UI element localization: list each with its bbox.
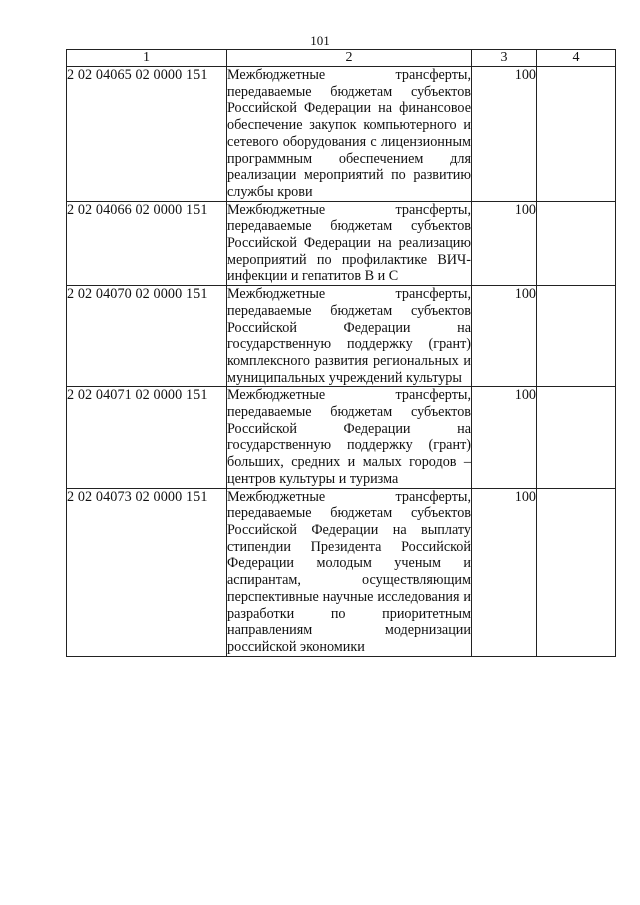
header-row <box>67 50 616 67</box>
page-number: 101 <box>310 33 330 48</box>
table-body <box>67 67 616 657</box>
table-row <box>67 201 616 286</box>
value: 100 <box>472 201 537 286</box>
description: Межбюджетные трансферты, передаваемые бюджетам субъектов Российской Федерации на выплату стипендии Президента Российской Федерации молодым ученым и аспирантам, осуществляющим перспективные научные исследования и разработки по приоритетным направлениям модернизации российской экономики <box>227 488 471 655</box>
description: Межбюджетные трансферты, передаваемые бюджетам субъектов Российской Федерации на финансовое обеспечение закупок компьютерного и сетевого оборудования с лицензионным программным обеспечением для реализации мероприятий по развитию службы крови <box>227 67 471 200</box>
column-header-1: 1 <box>67 50 227 67</box>
budget-code: 2 02 04065 02 0000 151 <box>67 67 227 202</box>
column-header-2: 2 <box>227 50 472 67</box>
value: 100 <box>472 67 537 202</box>
description: Межбюджетные трансферты, передаваемые бюджетам субъектов Российской Федерации на реализацию мероприятий по профилактике ВИЧ-инфекции и гепатитов B и C <box>227 201 471 285</box>
table-header <box>67 50 616 67</box>
column-4-cell <box>537 67 616 202</box>
budget-table <box>66 49 616 657</box>
column-4-cell <box>537 286 616 387</box>
table-row <box>67 67 616 202</box>
budget-code: 2 02 04071 02 0000 151 <box>67 387 227 488</box>
column-header-4: 4 <box>537 50 616 67</box>
column-4-cell <box>537 201 616 286</box>
value: 100 <box>472 286 537 387</box>
budget-code: 2 02 04070 02 0000 151 <box>67 286 227 387</box>
value: 100 <box>472 387 537 488</box>
description: Межбюджетные трансферты, передаваемые бюджетам субъектов Российской Федерации на государственную поддержку (грант) больших, средних и малых городов – центров культуры и туризма <box>227 387 471 487</box>
column-header-3: 3 <box>472 50 537 67</box>
budget-code: 2 02 04066 02 0000 151 <box>67 201 227 286</box>
budget-code: 2 02 04073 02 0000 151 <box>67 488 227 656</box>
table-row <box>67 387 616 488</box>
value: 100 <box>472 488 537 656</box>
table-row <box>67 286 616 387</box>
table-row <box>67 488 616 656</box>
column-4-cell <box>537 488 616 656</box>
column-4-cell <box>537 387 616 488</box>
description: Межбюджетные трансферты, передаваемые бюджетам субъектов Российской Федерации на государственную поддержку (грант) комплексного развития региональных и муниципальных учреждений культуры <box>227 286 471 386</box>
